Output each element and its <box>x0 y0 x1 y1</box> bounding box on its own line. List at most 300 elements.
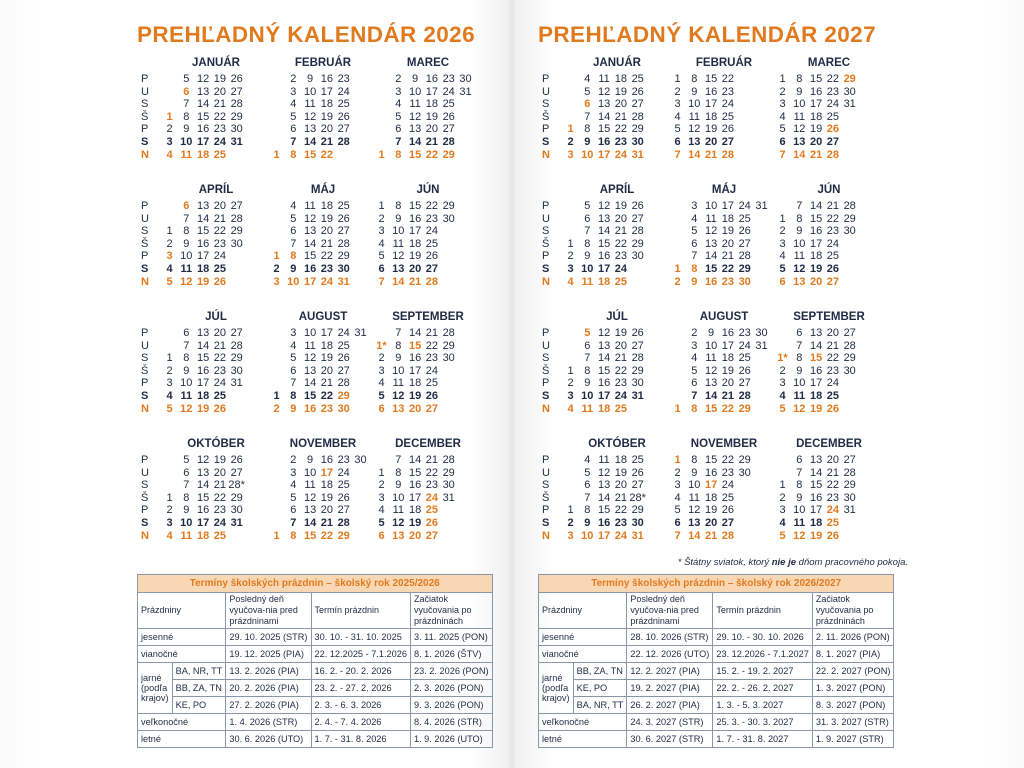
day-cell: 26 <box>631 200 644 212</box>
day-cell: 31 <box>442 491 455 504</box>
day-cell: 4 <box>779 390 786 402</box>
day-cell: 3 <box>378 225 385 238</box>
day-cell: 27 <box>721 517 735 529</box>
day-cell: 8 <box>183 110 190 123</box>
day-cell: 1 <box>567 237 574 250</box>
day-cell: 1 <box>779 479 786 492</box>
day-cell: 24 <box>738 339 751 352</box>
day-cell: 31 <box>230 136 243 148</box>
day-cell: 5 <box>166 402 173 415</box>
day-cell: 11 <box>705 212 717 225</box>
day-cell: 7 <box>584 110 591 123</box>
day-cell: 7 <box>290 237 297 250</box>
weekday-label: N <box>542 275 550 288</box>
day-cell: 4 <box>779 517 786 529</box>
day-cell: 27 <box>230 327 243 339</box>
day-cell: 5 <box>378 517 385 529</box>
table-cell: 1. 3. - 5. 3. 2027 <box>713 697 812 714</box>
day-cell: 8 <box>691 73 698 85</box>
day-cell: 26 <box>337 110 350 123</box>
weekday-label: U <box>542 85 550 98</box>
day-cell: 5 <box>378 390 385 402</box>
day-cell: 22 <box>826 212 840 225</box>
day-cell: 11 <box>409 98 421 111</box>
day-cell: 11 <box>304 479 316 492</box>
day-cell: 16 <box>425 73 439 85</box>
weekday-label: S <box>141 517 149 529</box>
day-cell: 22 <box>614 364 628 377</box>
day-cell: 15 <box>809 212 823 225</box>
day-cell: 20 <box>704 517 718 529</box>
day-cell: 26 <box>631 85 644 98</box>
month-name: DECEMBER <box>796 438 862 450</box>
day-cell: 9 <box>183 364 190 377</box>
day-cell: 12 <box>688 504 701 517</box>
day-cell: 26 <box>721 504 735 517</box>
day-cell: 3 <box>567 263 574 275</box>
weekday-label: Š <box>141 491 149 504</box>
day-cell: 5 <box>584 466 591 479</box>
weekday-label: S <box>141 98 149 111</box>
day-cell: 18 <box>721 352 735 365</box>
day-cell: 17 <box>809 237 823 250</box>
day-cell: 12 <box>180 275 193 288</box>
day-cell: 25 <box>337 339 350 352</box>
table-cell: 27. 2. 2026 (PIA) <box>226 697 311 714</box>
day-cell: 19 <box>425 110 439 123</box>
day-cell: 25 <box>721 491 735 504</box>
day-cell: 19 <box>614 200 628 212</box>
day-cell: 6 <box>584 98 591 111</box>
page-title: PREHĽADNÝ KALENDÁR 2027 <box>538 22 877 47</box>
day-cell: 29 <box>631 504 644 517</box>
weekday-label: P <box>141 200 149 212</box>
day-cell: 30 <box>738 275 751 288</box>
day-cell: 24 <box>721 98 735 111</box>
day-cell: 23 <box>826 225 840 238</box>
day-cell: 15 <box>597 364 611 377</box>
table-caption-row <box>138 575 493 593</box>
day-cell: 21 <box>425 454 439 466</box>
day-cell: 28 <box>631 352 644 365</box>
day-cell: 4 <box>290 98 297 111</box>
day-cell: 3 <box>674 98 681 111</box>
day-cell: 1 <box>166 352 173 365</box>
day-cell: 7 <box>584 491 591 504</box>
day-cell: 12 <box>793 529 806 542</box>
table-cell: jarné (podľa krajov) <box>539 663 574 714</box>
day-cell: 26 <box>442 110 455 123</box>
page-2026 <box>137 0 507 768</box>
day-cell: 12 <box>597 466 611 479</box>
table-cell: 8. 4. 2026 (STR) <box>410 714 492 731</box>
day-cell: 8 <box>290 250 297 263</box>
school-holidays-table <box>538 574 894 748</box>
day-cell: 11 <box>180 390 193 402</box>
day-cell: 25 <box>721 110 735 123</box>
weekday-label: S <box>542 263 550 275</box>
table-cell: 20. 2. 2026 (PIA) <box>226 680 311 697</box>
weekday-label: S <box>141 352 149 365</box>
day-cell: 27 <box>425 529 439 542</box>
day-cell: 20 <box>826 327 840 339</box>
table-row <box>539 646 894 663</box>
day-cell: 28* <box>228 479 245 492</box>
month-block <box>774 57 884 182</box>
month-name: DECEMBER <box>395 438 461 450</box>
day-cell: 1* <box>777 352 788 365</box>
day-cell: 14 <box>704 250 718 263</box>
table-cell: 9. 3. 2026 (PON) <box>410 697 492 714</box>
day-cell: 8 <box>691 263 698 275</box>
day-cell: 4 <box>166 529 173 542</box>
day-cell: 11 <box>688 491 700 504</box>
day-cell: 11 <box>793 390 806 402</box>
day-cell: 1 <box>273 390 280 402</box>
day-cell: 27 <box>230 466 243 479</box>
table-cell: 1. 9. 2026 (UTO) <box>410 731 492 748</box>
weekday-label: N <box>141 275 149 288</box>
table-cell: Začiatok vyučovania po prázdninách <box>812 593 894 629</box>
day-cell: 2 <box>567 250 574 263</box>
day-cell: 12 <box>793 123 806 136</box>
day-cell: 6 <box>290 123 297 136</box>
day-cell: 4 <box>378 237 385 250</box>
day-cell: 24 <box>614 529 628 542</box>
day-cell: 25 <box>826 390 840 402</box>
month-block <box>774 438 884 563</box>
day-cell: 16 <box>809 85 823 98</box>
day-cell: 27 <box>425 263 439 275</box>
day-cell: 16 <box>809 364 823 377</box>
table-cell: 25. 3. - 30. 3. 2027 <box>713 714 812 731</box>
day-cell: 20 <box>320 123 334 136</box>
weekday-label: U <box>141 339 149 352</box>
day-cell: 11 <box>304 200 316 212</box>
weekday-label: S <box>141 479 149 492</box>
table-cell: 1. 4. 2026 (STR) <box>226 714 311 731</box>
day-cell: 28 <box>843 200 856 212</box>
month-name: APRÍL <box>599 184 635 196</box>
day-cell: 7 <box>395 136 402 148</box>
day-cell: 18 <box>408 237 422 250</box>
weekday-label: U <box>542 212 550 225</box>
day-cell: 4 <box>378 377 385 390</box>
month-name: AUGUST <box>298 311 348 323</box>
day-cell: 3 <box>567 148 574 161</box>
day-cell: 29 <box>631 123 644 136</box>
day-cell: 20 <box>320 225 334 238</box>
day-cell: 10 <box>392 364 405 377</box>
day-cell: 16 <box>597 136 611 148</box>
day-cell: 25 <box>614 275 628 288</box>
day-cell: 31 <box>230 377 243 390</box>
day-cell: 9 <box>584 517 591 529</box>
weekday-label: Š <box>542 237 550 250</box>
day-cell: 21 <box>320 237 334 250</box>
day-cell: 23 <box>213 123 227 136</box>
table-cell: 26. 2. 2027 (PIA) <box>627 697 713 714</box>
weekday-label: Š <box>141 237 149 250</box>
day-cell: 12 <box>392 390 405 402</box>
day-cell: 23 <box>614 136 628 148</box>
table-row <box>539 680 894 697</box>
day-cell: 15 <box>597 237 611 250</box>
day-cell: 21 <box>213 479 227 492</box>
day-cell: 3 <box>166 517 173 529</box>
day-cell: 20 <box>320 504 334 517</box>
day-cell: 8 <box>395 339 402 352</box>
day-cell: 7 <box>290 377 297 390</box>
day-cell: 29 <box>738 402 751 415</box>
day-cell: 4 <box>584 454 591 466</box>
weekday-label: P <box>542 504 550 517</box>
day-cell: 6 <box>290 225 297 238</box>
day-cell: 2 <box>674 275 681 288</box>
day-cell: 21 <box>809 148 823 161</box>
day-cell: 28 <box>738 250 751 263</box>
day-cell: 17 <box>809 377 823 390</box>
day-cell: 18 <box>425 98 439 111</box>
table-cell: 2. 11. 2026 (PON) <box>812 629 894 646</box>
day-cell: 10 <box>408 85 422 98</box>
day-cell: 13 <box>704 377 718 390</box>
day-cell: 18 <box>196 529 210 542</box>
day-cell: 19 <box>213 454 227 466</box>
day-cell: 17 <box>809 98 823 111</box>
day-cell: 31 <box>755 200 768 212</box>
day-cell: 3 <box>166 136 173 148</box>
day-cell: 17 <box>196 250 210 263</box>
day-cell: 17 <box>597 529 611 542</box>
day-cell: 27 <box>425 402 439 415</box>
day-cell: 30 <box>230 237 243 250</box>
day-cell: 9 <box>183 504 190 517</box>
day-cell: 5 <box>290 212 297 225</box>
day-cell: 21 <box>826 200 840 212</box>
weekday-label: U <box>542 466 550 479</box>
day-cell: 1 <box>166 110 173 123</box>
day-cell: 8 <box>796 73 803 85</box>
day-cell: 17 <box>704 479 718 492</box>
day-cell: 9 <box>307 73 314 85</box>
table-cell: 1. 9. 2027 (STR) <box>812 731 894 748</box>
day-cell: 19 <box>809 123 823 136</box>
day-cell: 27 <box>631 479 644 492</box>
table-cell: 8. 3. 2027 (PON) <box>812 697 894 714</box>
day-cell: 7 <box>674 529 681 542</box>
day-cell: 20 <box>213 85 227 98</box>
day-cell: 22 <box>826 73 840 85</box>
day-cell: 16 <box>320 454 334 466</box>
table-cell: jesenné <box>539 629 627 646</box>
day-cell: 16 <box>303 263 317 275</box>
day-cell: 17 <box>704 98 718 111</box>
day-cell: 21 <box>213 212 227 225</box>
day-cell: 12 <box>597 85 611 98</box>
day-cell: 3 <box>290 327 297 339</box>
day-cell: 15 <box>408 148 422 161</box>
day-cell: 1 <box>273 250 280 263</box>
day-cell: 12 <box>196 73 210 85</box>
month-block <box>373 184 483 309</box>
day-cell: 6 <box>796 327 803 339</box>
month-name: MÁJ <box>310 184 336 196</box>
day-cell: 7 <box>674 148 681 161</box>
day-cell: 2 <box>273 263 280 275</box>
day-cell: 26 <box>631 466 644 479</box>
day-cell: 21 <box>721 250 735 263</box>
table-cell: 30. 6. 2026 (UTO) <box>226 731 311 748</box>
day-cell: 24 <box>425 491 439 504</box>
school-holidays-table <box>137 574 493 748</box>
day-cell: 16 <box>721 327 735 339</box>
weekday-label: P <box>141 73 149 85</box>
table-cell: Termíny školských prázdnin – školský rok 2025/2026 <box>138 575 493 593</box>
month-name: FEBRUÁR <box>294 57 352 69</box>
table-row <box>539 714 894 731</box>
month-name: OKTÓBER <box>187 438 245 450</box>
day-cell: 13 <box>597 339 611 352</box>
day-cell: 23 <box>721 85 735 98</box>
day-cell: 20 <box>425 123 439 136</box>
day-cell: 12 <box>303 110 317 123</box>
day-cell: 23 <box>721 275 735 288</box>
weekday-label: P <box>542 327 550 339</box>
day-cell: 19 <box>614 85 628 98</box>
day-cell: 26 <box>230 73 243 85</box>
table-cell: 1. 7. - 31. 8. 2026 <box>311 731 410 748</box>
day-cell: 1 <box>166 491 173 504</box>
table-cell: letné <box>539 731 627 748</box>
day-cell: 16 <box>809 491 823 504</box>
day-cell: 7 <box>691 250 698 263</box>
day-cell: 11 <box>392 237 404 250</box>
day-cell: 24 <box>337 327 350 339</box>
day-cell: 13 <box>793 136 806 148</box>
weekday-label: U <box>542 339 550 352</box>
day-cell: 7 <box>395 454 402 466</box>
weekday-label: S <box>141 390 149 402</box>
day-cell: 19 <box>196 275 210 288</box>
day-cell: 10 <box>303 327 317 339</box>
day-cell: 15 <box>809 479 823 492</box>
day-cell: 3 <box>395 85 402 98</box>
day-cell: 24 <box>826 98 840 111</box>
day-cell: 4 <box>290 200 297 212</box>
day-cell: 5 <box>779 529 786 542</box>
day-cell: 29 <box>230 491 243 504</box>
day-cell: 7 <box>584 225 591 238</box>
day-cell: 5 <box>674 123 681 136</box>
weekday-label: S <box>141 263 149 275</box>
table-row <box>138 680 493 697</box>
day-cell: 9 <box>691 466 698 479</box>
day-cell: 19 <box>320 212 334 225</box>
day-cell: 30 <box>631 250 644 263</box>
day-cell: 23 <box>213 504 227 517</box>
day-cell: 10 <box>581 148 594 161</box>
weekday-label: S <box>542 479 550 492</box>
month-name: JANUÁR <box>593 57 641 69</box>
day-cell: 3 <box>779 504 786 517</box>
day-cell: 5 <box>166 275 173 288</box>
day-cell: 13 <box>303 504 317 517</box>
month-block <box>373 57 483 182</box>
day-cell: 4 <box>691 212 698 225</box>
day-cell: 28 <box>425 275 439 288</box>
day-cell: 8 <box>183 352 190 365</box>
day-cell: 6 <box>378 529 385 542</box>
table-cell: Prázdniny <box>539 593 627 629</box>
day-cell: 16 <box>408 212 422 225</box>
table-cell: 23. 2. - 27. 2. 2026 <box>311 680 410 697</box>
day-cell: 27 <box>631 98 644 111</box>
day-cell: 31 <box>354 327 367 339</box>
day-cell: 7 <box>796 339 803 352</box>
day-cell: 31 <box>631 390 644 402</box>
day-cell: 7 <box>395 327 402 339</box>
month-block <box>161 184 271 309</box>
day-cell: 12 <box>303 352 317 365</box>
day-cell: 28 <box>826 148 840 161</box>
day-cell: 10 <box>392 491 405 504</box>
day-cell: 20 <box>320 364 334 377</box>
table-row <box>138 663 493 680</box>
day-cell: 1 <box>567 123 574 136</box>
day-cell: 8 <box>395 200 402 212</box>
weekday-label: S <box>542 225 550 238</box>
table-row <box>539 663 894 680</box>
day-cell: 10 <box>688 479 701 492</box>
day-cell: 25 <box>425 377 439 390</box>
month-block <box>669 438 779 563</box>
day-cell: 20 <box>704 136 718 148</box>
day-cell: 14 <box>809 339 823 352</box>
day-cell: 11 <box>180 529 193 542</box>
day-cell: 16 <box>408 479 422 492</box>
day-cell: 27 <box>721 136 735 148</box>
day-cell: 10 <box>581 529 594 542</box>
day-cell: 20 <box>408 263 422 275</box>
day-cell: 8 <box>183 225 190 238</box>
day-cell: 23 <box>337 454 350 466</box>
day-cell: 20 <box>213 200 227 212</box>
day-cell: 3 <box>779 237 786 250</box>
day-cell: 2 <box>779 225 786 238</box>
table-cell: KE, PO <box>172 697 226 714</box>
day-cell: 7 <box>183 339 190 352</box>
day-cell: 24 <box>614 390 628 402</box>
day-cell: 13 <box>196 327 210 339</box>
day-cell: 17 <box>196 517 210 529</box>
day-cell: 15 <box>196 352 210 365</box>
day-cell: 13 <box>688 136 701 148</box>
day-cell: 28 <box>631 225 644 238</box>
day-cell: 5 <box>691 225 698 238</box>
day-cell: 21 <box>320 517 334 529</box>
day-cell: 10 <box>581 263 594 275</box>
day-cell: 2 <box>166 237 173 250</box>
day-cell: 11 <box>180 263 193 275</box>
day-cell: 19 <box>704 123 718 136</box>
day-cell: 29 <box>230 352 243 365</box>
day-cell: 24 <box>425 225 439 238</box>
day-cell: 12 <box>688 123 701 136</box>
day-cell: 24 <box>442 85 455 98</box>
day-cell: 27 <box>738 377 751 390</box>
day-cell: 27 <box>337 123 350 136</box>
